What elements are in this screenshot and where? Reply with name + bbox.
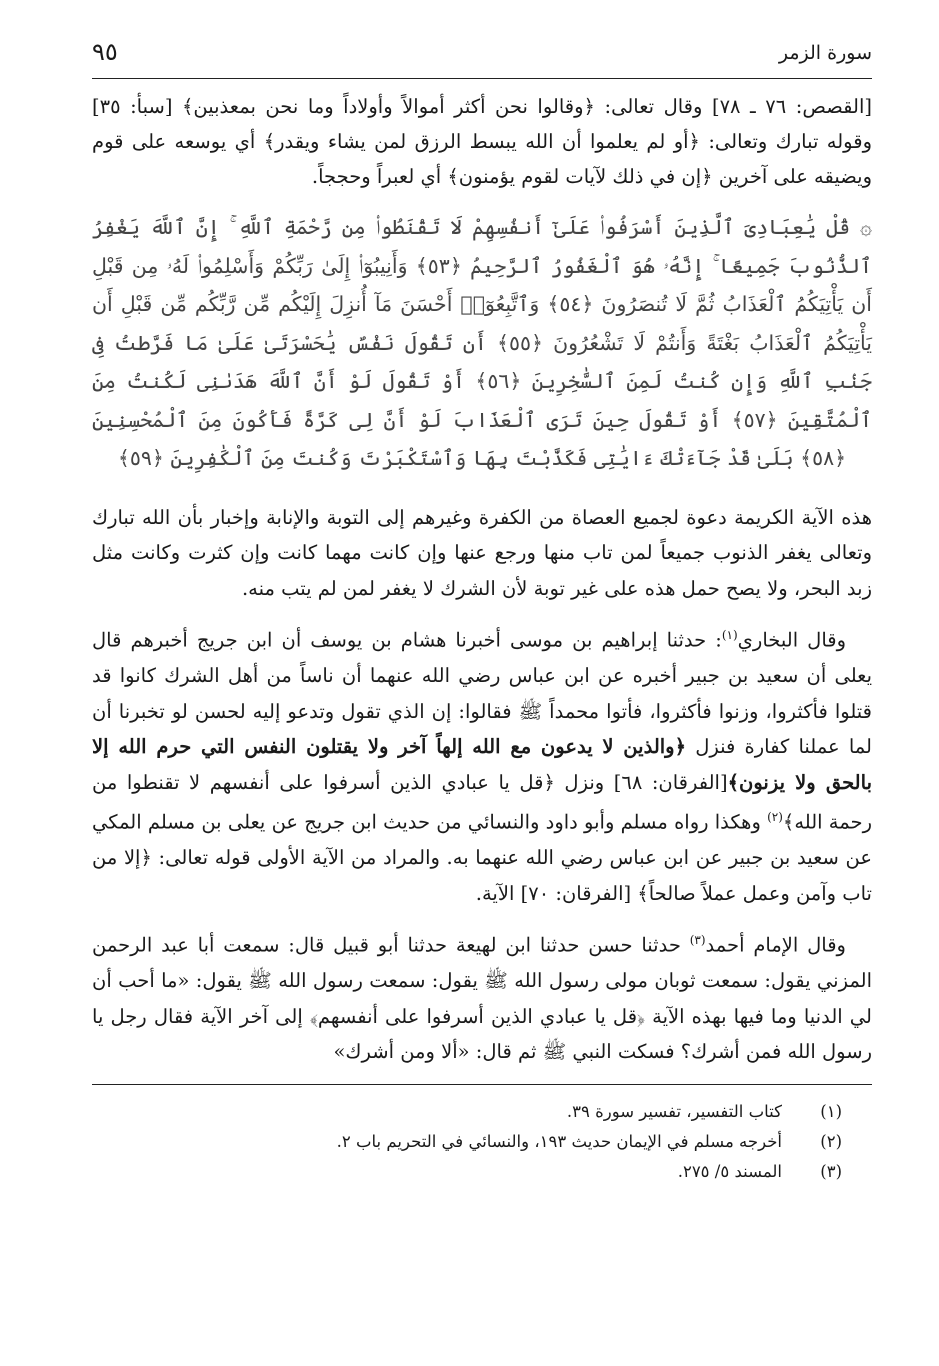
footnote-text: المسند ٥/ ٢٧٥.	[677, 1161, 782, 1181]
page-number: ٩٥	[92, 38, 118, 66]
tafsir-paragraph: هذه الآية الكريمة دعوة لجميع العصاة من الكفرة وغيرهم إلى التوبة والإنابة وإخبار بأن الله تبارك وتعالى يغفر الذنوب جميعاً لمن تاب منها ورجع عنها وإن كانت مهما كانت وإن كثرت وكانت مثل زبد البحر، ولا يصح حمل هذه على غير توبة لأن الشرك لا يغفر لمن لم يتب منه.	[92, 505, 872, 600]
bukhari-text-1: : حدثنا إبراهيم بن موسى أخبرنا هشام بن يوسف أن ابن جريج أخبرهم قال يعلى أن سعيد بن جبير أخبره عن ابن عباس رضي الله عنهما أن ناساً من أهل الشرك كانوا قد قتلوا فأكثروا، وزنوا فأكثروا، فأتوا محمداً ﷺ فقالوا: إن الذي تقول وتدعو إليه لحسن لو تخبرنا أن لما عملنا كفارة فنزل	[92, 628, 872, 758]
bukhari-lead: وقال البخاري	[737, 628, 847, 652]
bukhari-paragraph	[92, 618, 872, 911]
surah-name: سورة الزمر	[778, 42, 872, 64]
quran-verses: ۞ قُلْ يَٰعِبَادِىَ ٱلَّذِينَ أَسْرَفُوا۟ عَلَىٰٓ أَنفُسِهِمْ لَا تَقْنَطُوا۟ مِن رَّحْمَةِ ٱللَّهِ ۚ إِنَّ ٱللَّهَ يَغْفِرُ ٱلذُّنُوبَ جَمِيعًا ۚ إِنَّهُۥ هُوَ ٱلْغَفُورُ ٱلرَّحِيمُ ﴿٥٣﴾ وَأَنِيبُوٓا۟ إِلَىٰ رَبِّكُمْ وَأَسْلِمُوا۟ لَهُۥ مِن قَبْلِ أَن يَأْتِيَكُمُ ٱلْعَذَابُ ثُمَّ لَا تُنصَرُونَ ﴿٥٤﴾ وَٱتَّبِعُوٓا۟ أَحْسَنَ مَآ أُنزِلَ إِلَيْكُم مِّن رَّبِّكُم مِّن قَبْلِ أَن يَأْتِيَكُمُ ٱلْعَذَابُ بَغْتَةً وَأَنتُمْ لَا تَشْعُرُونَ ﴿٥٥﴾ أَن تَقُولَ نَفْسٌ يَٰحَسْرَتَىٰ عَلَىٰ مَا فَرَّطتُ فِى جَنۢبِ ٱللَّهِ وَإِن كُنتُ لَمِنَ ٱلسَّٰخِرِينَ ﴿٥٦﴾ أَوْ تَقُولَ لَوْ أَنَّ ٱللَّهَ هَدَىٰنِى لَكُنتُ مِنَ ٱلْمُتَّقِينَ ﴿٥٧﴾ أَوْ تَقُولَ حِينَ تَرَى ٱلْعَذَابَ لَوْ أَنَّ لِى كَرَّةً فَأَكُونَ مِنَ ٱلْمُحْسِنِينَ ﴿٥٨﴾ بَلَىٰ قَدْ جَآءَتْكَ ءَايَٰتِى فَكَذَّبْتَ بِهَا وَٱسْتَكْبَرْتَ وَكُنتَ مِنَ ٱلْكَٰفِرِينَ ﴿٥٩﴾	[92, 215, 872, 470]
footnote-ref-2[interactable]: (٢)	[767, 810, 783, 824]
bukhari-text-2: [الفرقان: ٦٨] ونزل ﴿قل يا عبادي الذين أسرفوا على أنفسهم لا تقنطوا من رحمة الله﴾	[92, 770, 873, 834]
book-page	[92, 30, 872, 1187]
footnote-text: أخرجه مسلم في الإيمان حديث ١٩٣، والنسائي في التحريم باب ٢.	[336, 1131, 782, 1151]
footnote-item	[92, 1157, 842, 1187]
footnote-number: (٢)	[820, 1131, 842, 1151]
ahmad-text: حدثنا حسن حدثنا ابن لهيعة حدثنا أبو قبيل قال: سمعت أبا عبد الرحمن المزني يقول: سمعت ثوبان مولى رسول الله ﷺ يقول: سمعت رسول الله ﷺ يقول: «ما أحب أن لي الدنيا وما فيها بهذه الآية ﴿قل يا عبادي الذين أسرفوا على أنفسهم﴾ إلى آخر الآية فقال رجل يا رسول الله فمن أشرك؟ فسكت النبي ﷺ ثم قال: «ألا ومن أشرك»	[92, 933, 872, 1063]
bukhari-quote: ﴿والذين لا يدعون مع الله إلهاً آخر ولا يقتلون النفس التي حرم الله إلا بالحق ولا يزنون﴾	[92, 735, 872, 794]
footnote-item	[92, 1127, 842, 1157]
footnote-separator	[92, 1084, 872, 1085]
ahmad-paragraph	[92, 923, 872, 1070]
bukhari-text-3: وهكذا رواه مسلم وأبو داود والنسائي من حديث ابن جريج عن يعلى بن مسلم المكي عن سعيد بن جبير عن ابن عباس رضي الله عنهما به. والمراد من الآية الأولى قوله تعالى: ﴿إلا من تاب وآمن وعمل عملاً صالحاً﴾ [الفرقان: ٧٠] الآية.	[92, 810, 872, 905]
ahmad-lead: وقال الإمام أحمد	[705, 933, 846, 957]
footnote-number: (١)	[820, 1101, 842, 1121]
footnote-text: كتاب التفسير، تفسير سورة ٣٩.	[566, 1101, 782, 1121]
footnote-ref-1[interactable]: (١)	[721, 628, 738, 642]
page-header	[92, 30, 872, 79]
footnote-item	[92, 1097, 842, 1127]
footnote-number: (٣)	[820, 1161, 842, 1181]
footnote-ref-3[interactable]: (٣)	[689, 933, 706, 947]
footnotes	[92, 1097, 872, 1187]
intro-paragraph: [القصص: ٧٦ ـ ٧٨] وقال تعالى: ﴿وقالوا نحن أكثر أموالاً وأولاداً وما نحن بمعذبين﴾ [سبأ: ٣٥] وقوله تبارك وتعالى: ﴿أو لم يعلموا أن الله يبسط الرزق لمن يشاء ويقدر﴾ أي يوسعه على قوم ويضيقه على آخرين ﴿إن في ذلك لآيات لقوم يؤمنون﴾ أي لعبراً وحججاً.	[92, 95, 872, 188]
